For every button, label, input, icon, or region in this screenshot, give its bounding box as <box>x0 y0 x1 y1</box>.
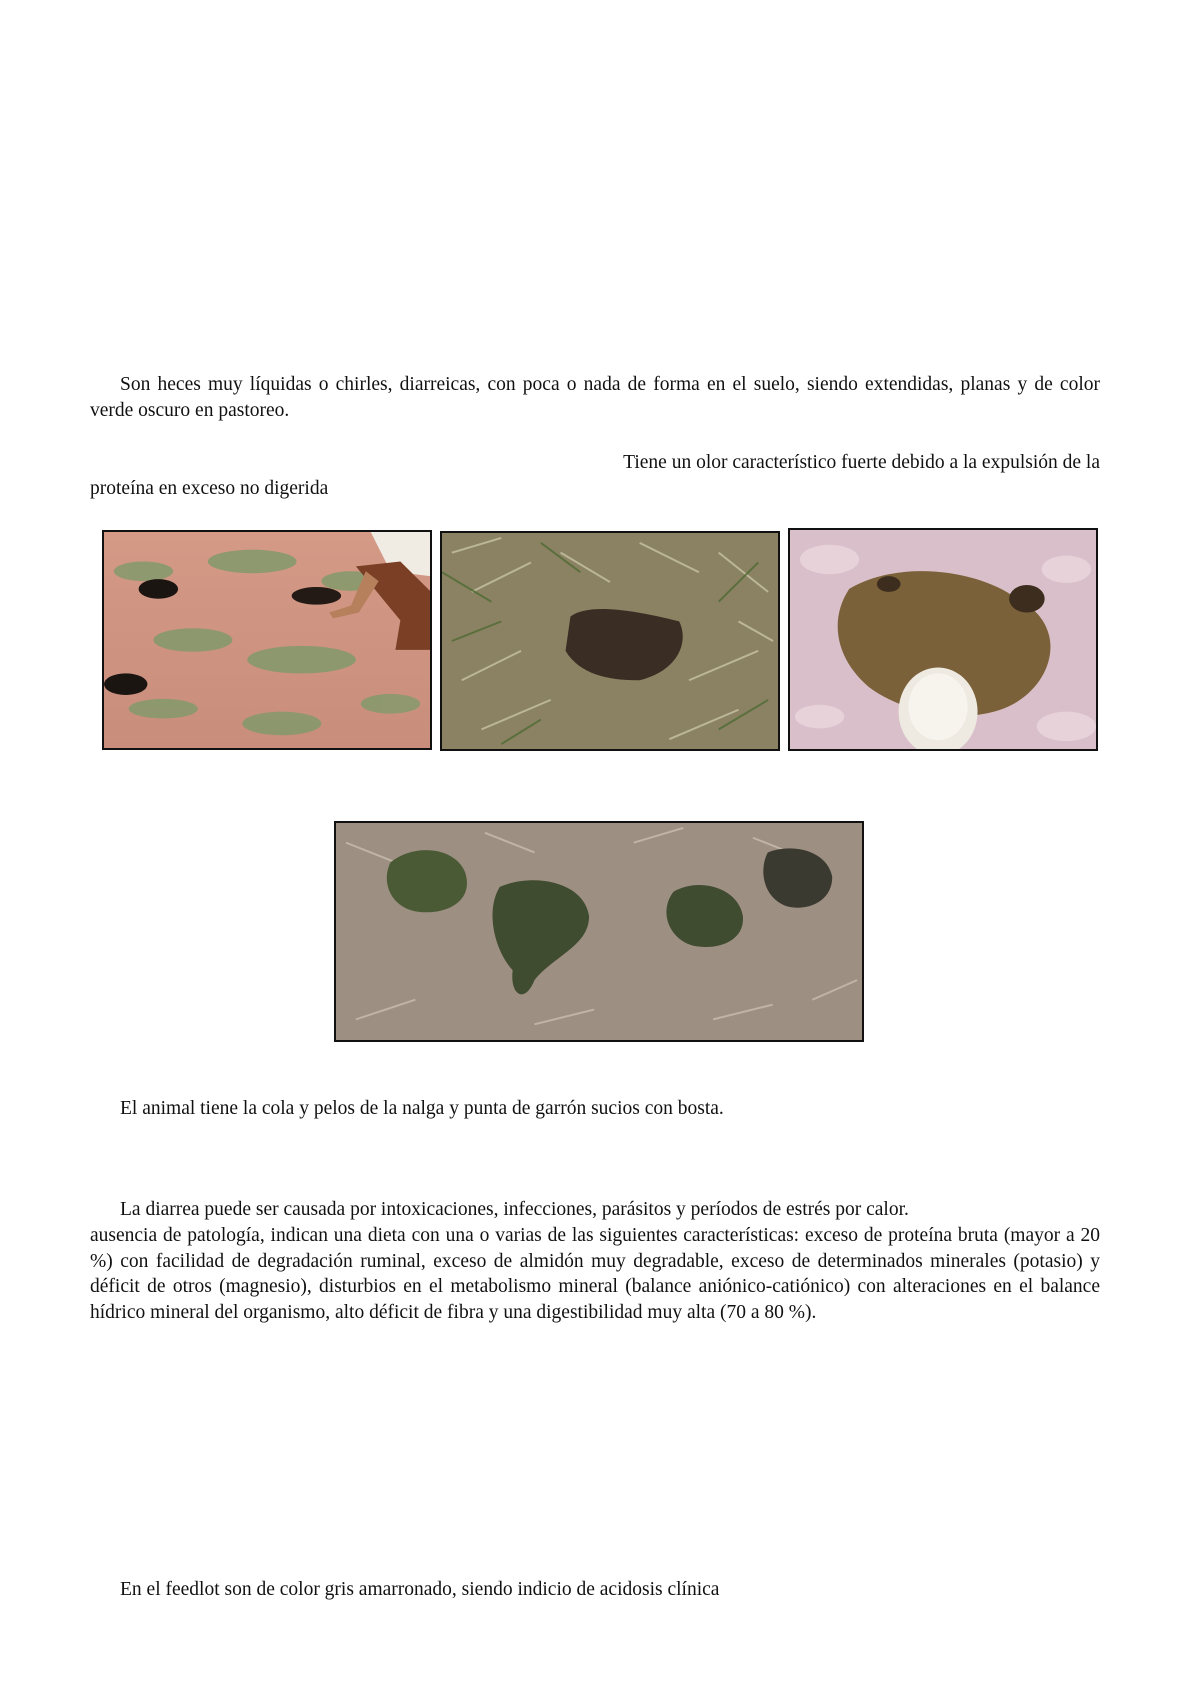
paragraph-odor-line1: Tiene un olor característico fuerte debido a la expulsión de la <box>623 452 1100 473</box>
paragraph-odor-line2: proteína en exceso no digerida <box>90 478 329 499</box>
paragraph-dirty-tail: El animal tiene la cola y pelos de la nalga y punta de garrón sucios con bosta. <box>120 1098 724 1119</box>
paragraph-diarrhea-causes-body: ausencia de patología, indican una dieta con una o varias de las siguientes características: exceso de proteína bruta (mayor a 20 %) con facilidad de degradación ruminal, exceso de almidón muy degradable, exceso de determinados minerales (potasio) y déficit de otros (magnesio), disturbios en el metabolismo mineral (balance aniónico-catiónico) con alteraciones en el balance hídrico mineral del organismo, alto déficit de fibra y una digestibilidad muy alta (70 a 80 %). <box>90 1225 1100 1323</box>
paragraph-liquid-feces: Son heces muy líquidas o chirles, diarreicas, con poca o nada de forma en el suelo, siendo extendidas, planas y de color verde oscuro en pastoreo. <box>90 374 1100 421</box>
photo-feedlot-feces <box>334 821 864 1042</box>
photo-pasture-feces-man <box>102 530 432 750</box>
paragraph-diarrhea-causes-line1: La diarrea puede ser causada por intoxicaciones, infecciones, parásitos y períodos de estrés por calor. <box>120 1199 909 1220</box>
paragraph-feedlot: En el feedlot son de color gris amarronado, siendo indicio de acidosis clínica <box>120 1579 720 1600</box>
photo-shoe-feces <box>788 528 1098 751</box>
photo-grass-diarrhea <box>440 531 780 751</box>
